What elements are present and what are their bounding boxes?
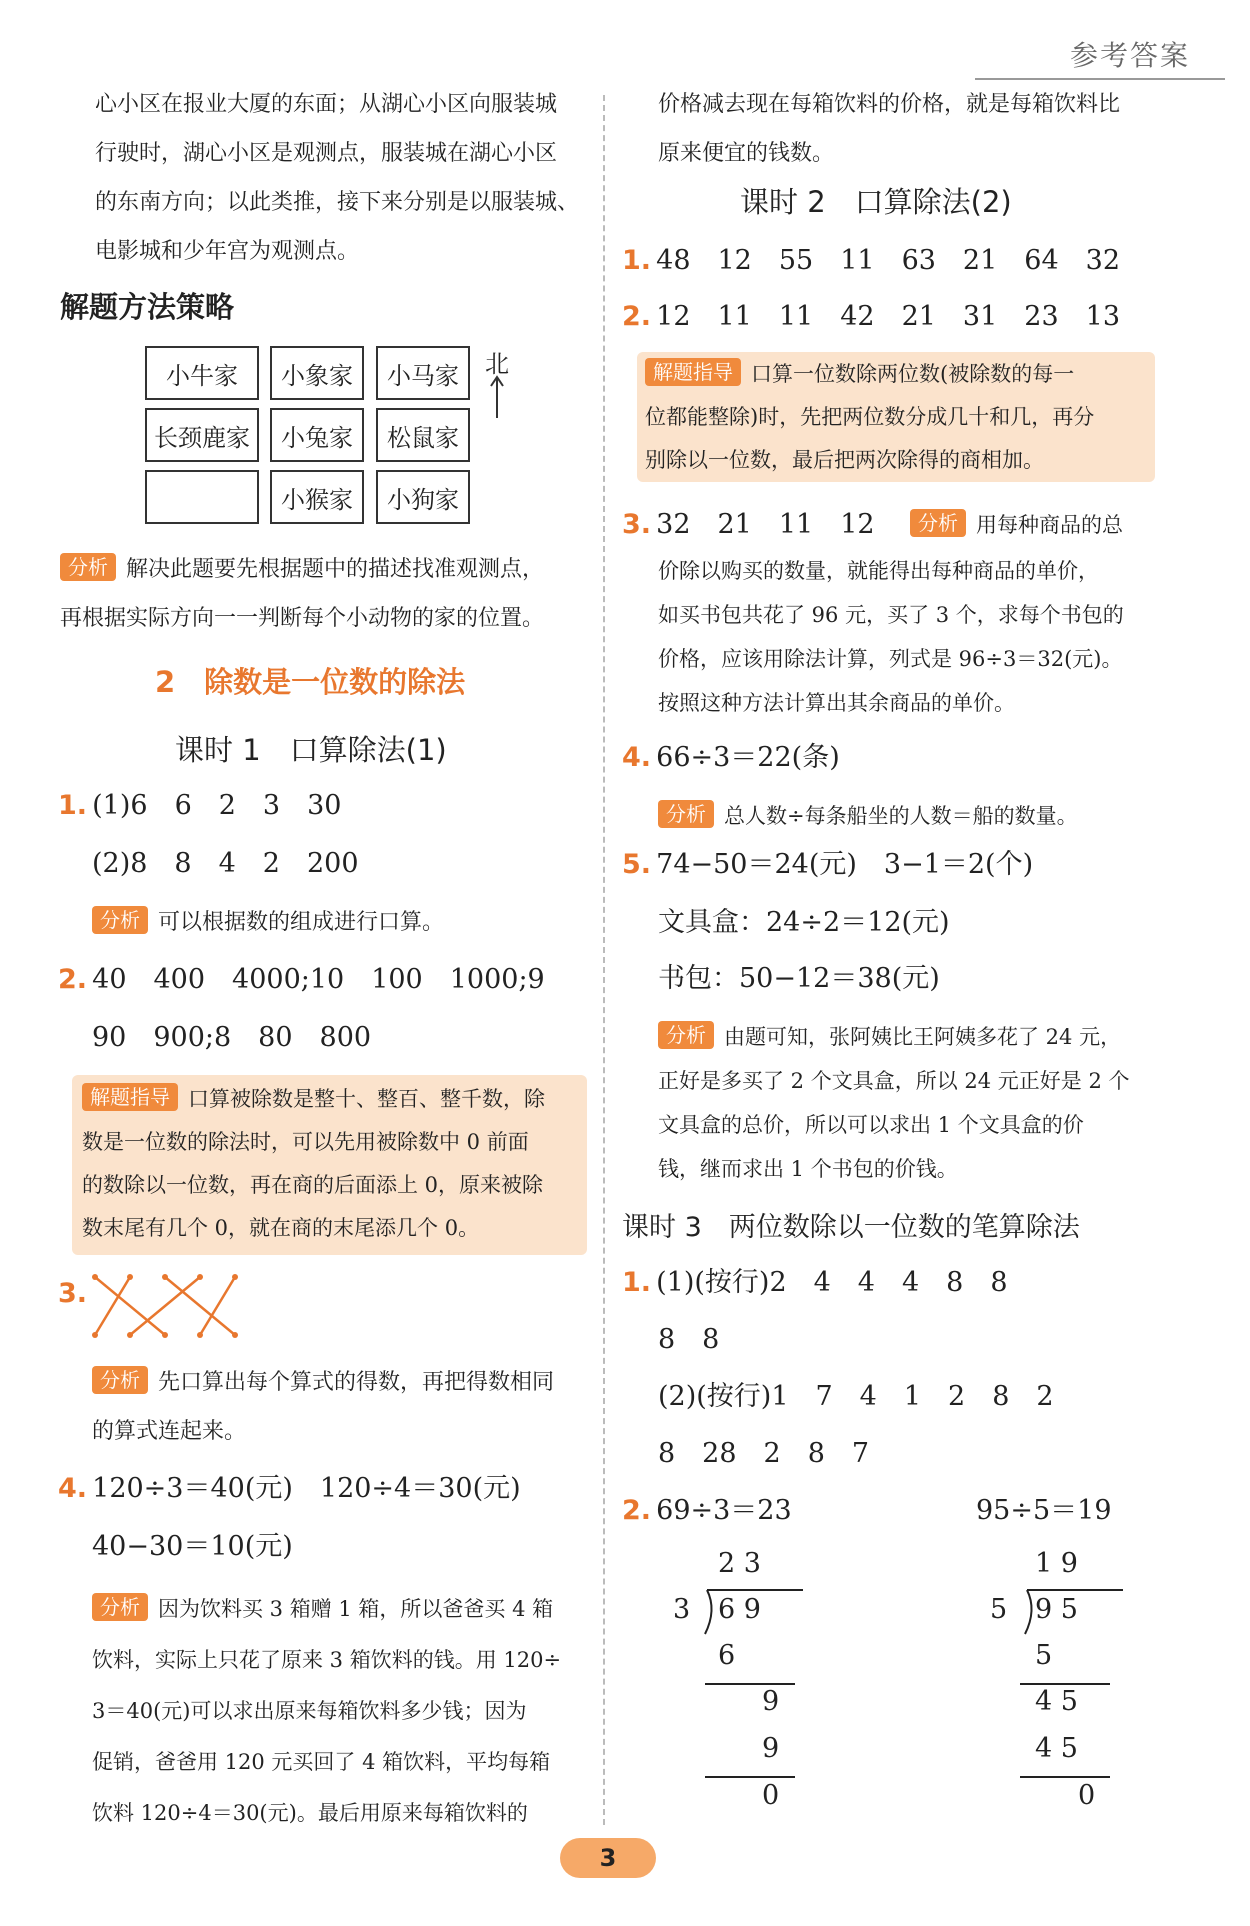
guide-tag-part: 解题 [653, 360, 693, 384]
question-number: 3. [58, 1278, 88, 1309]
text-line: 位都能整除)时，先把两位数分成几十和几，再分 [645, 405, 1095, 429]
text-line: 价格减去现在每箱饮料的价格，就是每箱饮料比 [658, 92, 1121, 117]
left-q4 [58, 1466, 521, 1505]
answer-line: (2)(按行)1 7 4 1 2 8 2 [658, 1381, 1054, 1412]
grid-cell-empty [145, 470, 259, 524]
text-line: 因为饮料买 3 箱赠 1 箱，所以爸爸买 4 箱 [158, 1597, 554, 1621]
answer-line: 文具盒：24÷2＝12(元) [658, 907, 950, 938]
analysis-tag: 分析 [92, 906, 148, 934]
answer-line: (2)8 8 4 2 200 [92, 848, 359, 879]
l3-q2 [622, 1488, 792, 1527]
text-line: 口算一位数除两位数(被除数的每一 [751, 362, 1075, 386]
right-q5 [622, 842, 1033, 881]
guide-text [645, 353, 1094, 482]
right-q3 [622, 502, 875, 541]
answer-line: 40−30＝10(元) [92, 1531, 293, 1562]
guide-tag-part: 指导 [693, 360, 733, 384]
guide-tag-part: 解题 [90, 1085, 130, 1109]
subtract-step: 4 5 [1035, 1733, 1078, 1764]
answer-line: 48 12 55 11 63 21 64 32 [656, 245, 1120, 276]
right-q4 [622, 735, 840, 774]
header-title: 参考答案 [1069, 39, 1190, 72]
answer-line: 32 21 11 12 [656, 509, 875, 540]
text-line: 促销，爸爸用 120 元买回了 4 箱饮料，平均每箱 [92, 1750, 551, 1774]
guide-tag-part: 指导 [130, 1085, 170, 1109]
text-line: 按照这种方法计算出其余商品的单价。 [658, 691, 1015, 715]
answer-line: (1)(按行)2 4 4 4 8 8 [656, 1267, 1008, 1298]
right-q1 [622, 238, 1120, 277]
text-line: 行驶时，湖心小区是观测点，服装城在湖心小区 [95, 141, 558, 166]
text-line: 如买书包共花了 96 元，买了 3 个，求每个书包的 [658, 603, 1124, 627]
north-label: 北 [485, 350, 509, 378]
analysis-1 [60, 545, 544, 643]
text-line: 价除以购买的数量，就能得出每种商品的单价， [658, 559, 1099, 583]
answer-line: 8 8 [658, 1324, 720, 1355]
text-line: 数末尾有几个 0，就在商的末尾添几个 0。 [82, 1216, 480, 1240]
answer-line: 69÷3＝23 [656, 1495, 792, 1526]
analysis-tag: 分析 [92, 1593, 148, 1621]
question-number: 4. [58, 1473, 88, 1504]
grid-cell: 小马家 [376, 346, 470, 400]
divisor: 3 [673, 1594, 691, 1625]
text-line: 口算被除数是整十、整百、整千数，除 [188, 1087, 545, 1111]
analysis-q3 [658, 549, 1124, 725]
grid-cell: 小牛家 [145, 346, 259, 400]
text-line: 饮料，实际上只花了原来 3 箱饮料的钱。用 120÷ [92, 1648, 562, 1672]
grid-cell: 小猴家 [270, 470, 364, 524]
answer-line: 90 900;8 80 800 [92, 1022, 372, 1053]
left-q1 [58, 783, 341, 822]
answer-line: 8 28 2 8 7 [658, 1438, 870, 1469]
text-line: 饮料 120÷4＝30(元)。最后用原来每箱饮料的 [92, 1801, 528, 1825]
text-line: 先口算出每个算式的得数，再把得数相同 [158, 1370, 555, 1395]
division-line [1020, 1776, 1110, 1778]
dividend: 6 9 [718, 1594, 761, 1625]
grid-cell: 松鼠家 [376, 408, 470, 462]
quotient: 2 3 [718, 1548, 761, 1579]
analysis-tag: 分析 [658, 800, 714, 828]
column-divider [603, 95, 605, 1825]
lesson2-title: 课时 2 口算除法(2) [740, 185, 1012, 219]
lesson1-title: 课时 1 口算除法(1) [175, 733, 447, 767]
question-number: 1. [622, 1267, 652, 1298]
lesson3-title: 课时 3 两位数除以一位数的笔算除法 [622, 1212, 1080, 1243]
text-line: 总人数÷每条船坐的人数＝船的数量。 [724, 804, 1078, 828]
guide-tag [645, 358, 741, 386]
subtract-step: 9 [762, 1733, 780, 1764]
division-line [705, 1776, 795, 1778]
north-arrow-icon [487, 374, 507, 420]
text-line: 的数除以一位数，再在商的后面添上 0，原来被除 [82, 1173, 544, 1197]
question-number: 2. [622, 1495, 652, 1526]
answer-line: 40 400 4000;10 100 1000;9 [92, 964, 545, 995]
text-line: 原来便宜的钱数。 [658, 141, 835, 166]
answer-line: 12 11 11 42 21 31 23 13 [656, 301, 1120, 332]
dividend: 9 5 [1035, 1594, 1078, 1625]
subtract-step: 5 [1035, 1640, 1053, 1671]
right-cont [658, 80, 1120, 178]
guide-text [82, 1078, 545, 1250]
text-line: 用每种商品的总 [976, 513, 1123, 537]
divisor: 5 [990, 1594, 1008, 1625]
question-number: 2. [58, 964, 88, 995]
analysis-q3-first [910, 501, 1123, 550]
analysis-tag: 分析 [910, 509, 966, 537]
text-line: 再根据实际方向一一判断每个小动物的家的位置。 [60, 606, 545, 631]
analysis-tag: 分析 [60, 553, 116, 581]
text-line: 可以根据数的组成进行口算。 [158, 910, 445, 935]
text-line: 数是一位数的除法时，可以先用被除数中 0 前面 [82, 1130, 529, 1154]
analysis-q4 [658, 792, 1078, 841]
text-line: 由题可知，张阿姨比王阿姨多花了 24 元， [724, 1025, 1122, 1049]
question-number: 4. [622, 742, 652, 773]
analysis-q5 [658, 1015, 1130, 1191]
question-number: 1. [622, 245, 652, 276]
remainder: 0 [762, 1780, 780, 1811]
text-line: 的算式连起来。 [92, 1419, 247, 1444]
text-line: 心小区在报业大厦的东面；从湖心小区向服装城 [95, 92, 558, 117]
division-line [1020, 1683, 1110, 1685]
strategy-title: 解题方法策略 [60, 290, 235, 324]
chapter-title: 2 除数是一位数的除法 [155, 665, 466, 699]
l3-q1 [622, 1260, 1008, 1299]
question-number: 5. [622, 849, 652, 880]
left-intro [95, 80, 579, 276]
answer-line: 95÷5＝19 [976, 1495, 1112, 1526]
answer-line: (1)6 6 2 3 30 [92, 790, 342, 821]
grid-cell: 小兔家 [270, 408, 364, 462]
analysis-tag: 分析 [92, 1366, 148, 1394]
left-q2 [58, 957, 545, 996]
grid-cell: 小象家 [270, 346, 364, 400]
grid-cell: 小狗家 [376, 470, 470, 524]
text-line: 钱，继而求出 1 个书包的价钱。 [658, 1157, 958, 1181]
remainder: 0 [1078, 1780, 1096, 1811]
right-q2 [622, 294, 1120, 333]
answer-line: 66÷3＝22(条) [656, 742, 840, 773]
remainder-step: 4 5 [1035, 1686, 1078, 1717]
text-line: 解决此题要先根据题中的描述找准观测点， [126, 557, 545, 582]
text-line: 电影城和少年宫为观测点。 [95, 239, 360, 264]
text-line: 文具盒的总价，所以可以求出 1 个文具盒的价 [658, 1113, 1084, 1137]
answer-line: 120÷3＝40(元) 120÷4＝30(元) [92, 1473, 521, 1504]
text-line: 价格，应该用除法计算，列式是 96÷3＝32(元)。 [658, 647, 1123, 671]
grid-cell: 长颈鹿家 [145, 408, 259, 462]
text-line: 3＝40(元)可以求出原来每箱饮料多少钱；因为 [92, 1699, 527, 1723]
answer-line: 书包：50−12＝38(元) [658, 963, 940, 994]
guide-tag [82, 1083, 178, 1111]
analysis-tag: 分析 [658, 1021, 714, 1049]
analysis-q3 [92, 1358, 554, 1456]
analysis-q4 [92, 1584, 561, 1839]
matching-lines-diagram [90, 1272, 260, 1340]
text-line: 别除以一位数，最后把两次除得的商相加。 [645, 448, 1044, 472]
question-number: 2. [622, 301, 652, 332]
division-line [705, 1683, 795, 1685]
left-q3 [58, 1278, 87, 1309]
remainder-step: 9 [762, 1686, 780, 1717]
answer-line: 74−50＝24(元) 3−1＝2(个) [656, 849, 1034, 880]
text-line: 正好是多买了 2 个文具盒，所以 24 元正好是 2 个 [658, 1069, 1130, 1093]
question-number: 1. [58, 790, 88, 821]
question-number: 3. [622, 509, 652, 540]
subtract-step: 6 [718, 1640, 736, 1671]
quotient: 1 9 [1035, 1548, 1078, 1579]
text-line: 的东南方向；以此类推，接下来分别是以服装城、 [95, 190, 580, 215]
page-number: 3 [560, 1838, 656, 1878]
